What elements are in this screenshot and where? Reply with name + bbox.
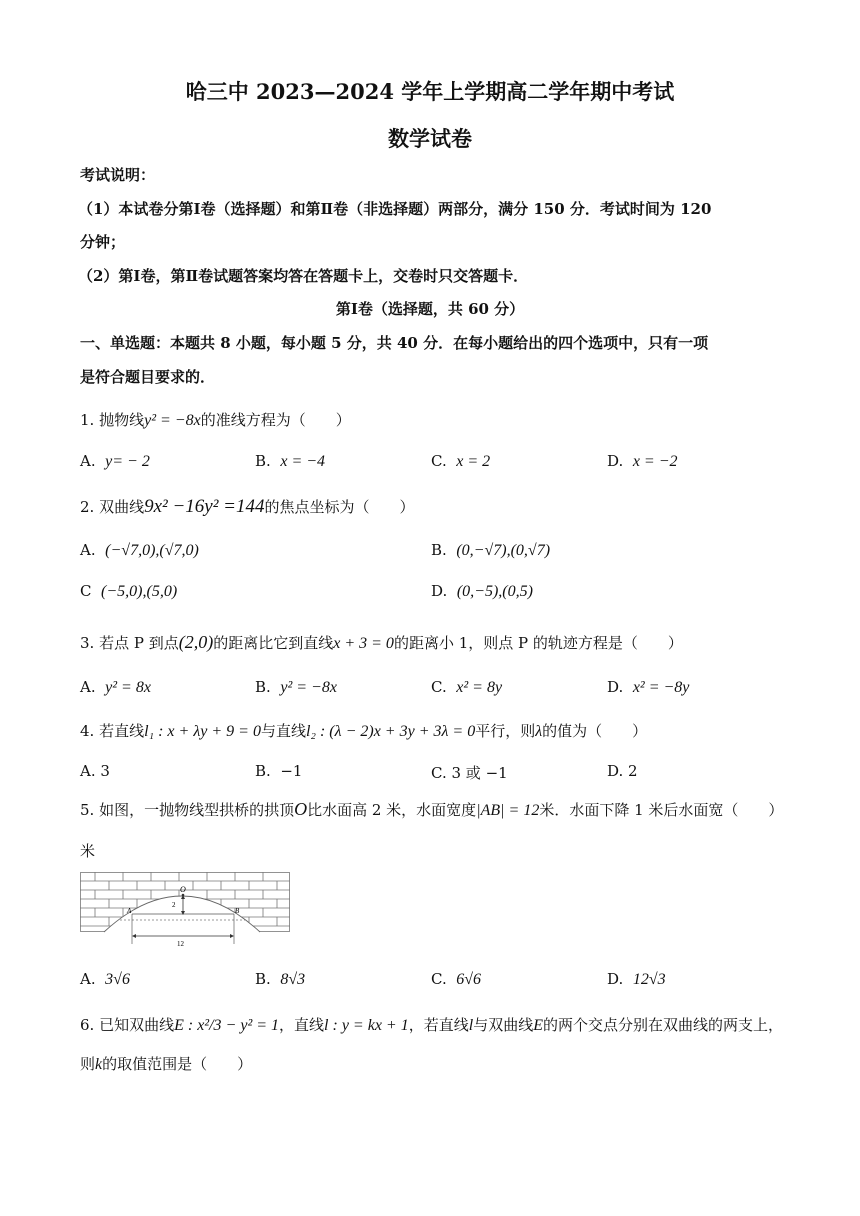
- instruction-item-1-cont: 分钟；: [80, 233, 126, 251]
- q4-option-d[interactable]: D. 2: [607, 762, 638, 780]
- label-b: B: [235, 907, 240, 915]
- label-a: A: [127, 907, 132, 915]
- math-expr: 9x² −16y² =144: [144, 496, 265, 517]
- arch-bridge-figure: [80, 872, 292, 948]
- apex-point: [182, 894, 185, 897]
- instruction-item-1: （1）本试卷分第Ⅰ卷（选择题）和第Ⅱ卷（非选择题）两部分，满分 150 分．考试时间为 120: [78, 200, 712, 218]
- question-6-stem: 6. 已知双曲线E : x²/3 − y² = 1，直线l : y = kx + 1，若直线l与双曲线E的两个交点分别在双曲线的两支上，: [80, 1016, 783, 1034]
- q3-option-a[interactable]: A. y² = 8x: [80, 678, 151, 696]
- q2-option-a[interactable]: A. (−√7,0),(√7,0): [80, 541, 199, 559]
- exam-subtitle: 数学试卷: [388, 126, 472, 151]
- q4-option-a[interactable]: A. 3: [80, 762, 110, 780]
- part-instructions: 一、单选题：本题共 8 小题，每小题 5 分，共 40 分．在每小题给出的四个选项中，只有一项: [80, 334, 709, 352]
- question-3-stem: 3. 若点 P 到点(2,0)的距离比它到直线x + 3 = 0的距离小 1，则点 P 的轨迹方程是（ ）: [80, 632, 683, 652]
- question-6-stem-cont: 则k的取值范围是（ ）: [80, 1055, 253, 1073]
- section-title: 第Ⅰ卷（选择题，共 60 分）: [335, 300, 525, 318]
- label-width: 12: [177, 940, 184, 948]
- label-height: 2: [172, 901, 176, 909]
- question-5-stem-cont: 米: [80, 842, 96, 860]
- part-instructions-cont: 是符合题目要求的．: [80, 368, 216, 386]
- question-4-stem: 4. 若直线l₁ : x + λy + 9 = 0与直线l₂ : (λ − 2)x + 3y + 3λ = 0平行，则λ的值为（ ）: [80, 722, 648, 740]
- q3-option-d[interactable]: D. x² = −8y: [607, 678, 690, 696]
- exam-title: 哈三中 2023—2024 学年上学期高二学年期中考试: [185, 79, 675, 104]
- q1-option-c[interactable]: C. x = 2: [431, 452, 491, 470]
- q2-option-d[interactable]: D. (0,−5),(0,5): [431, 582, 533, 600]
- q1-option-b[interactable]: B. x = −4: [255, 452, 326, 470]
- q5-option-c[interactable]: C. 6√6: [431, 970, 482, 988]
- q3-option-b[interactable]: B. y² = −8x: [255, 678, 337, 696]
- q2-option-c[interactable]: C (−5,0),(5,0): [80, 582, 178, 600]
- instructions-heading: 考试说明：: [80, 166, 156, 184]
- math-expr: y² = −8x: [144, 412, 201, 429]
- q5-option-a[interactable]: A. 3√6: [80, 970, 130, 988]
- q5-option-d[interactable]: D. 12√3: [607, 970, 666, 988]
- q3-option-c[interactable]: C. x² = 8y: [431, 678, 503, 696]
- q4-option-b[interactable]: B. −1: [255, 762, 303, 780]
- q4-option-c[interactable]: C. 3 或 −1: [431, 764, 508, 782]
- q1-option-a[interactable]: A. y= − 2: [80, 452, 150, 470]
- q5-option-b[interactable]: B. 8√3: [255, 970, 306, 988]
- q1-option-d[interactable]: D. x = −2: [607, 452, 678, 470]
- question-5-stem: 5. 如图，一抛物线型拱桥的拱顶O比水面高 2 米，水面宽度|AB| = 12米．水面下降 1 米后水面宽（ ）: [80, 799, 784, 819]
- question-2-stem: 2. 双曲线9x² −16y² =144的焦点坐标为（ ）: [80, 496, 415, 517]
- q2-option-b[interactable]: B. (0,−√7),(0,√7): [431, 541, 551, 559]
- instruction-item-2: （2）第Ⅰ卷，第Ⅱ卷试题答案均答在答题卡上，交卷时只交答题卡．: [78, 267, 529, 285]
- question-1-stem: 1. 抛物线y² = −8x的准线方程为（ ）: [80, 411, 351, 429]
- label-o: O: [180, 885, 186, 894]
